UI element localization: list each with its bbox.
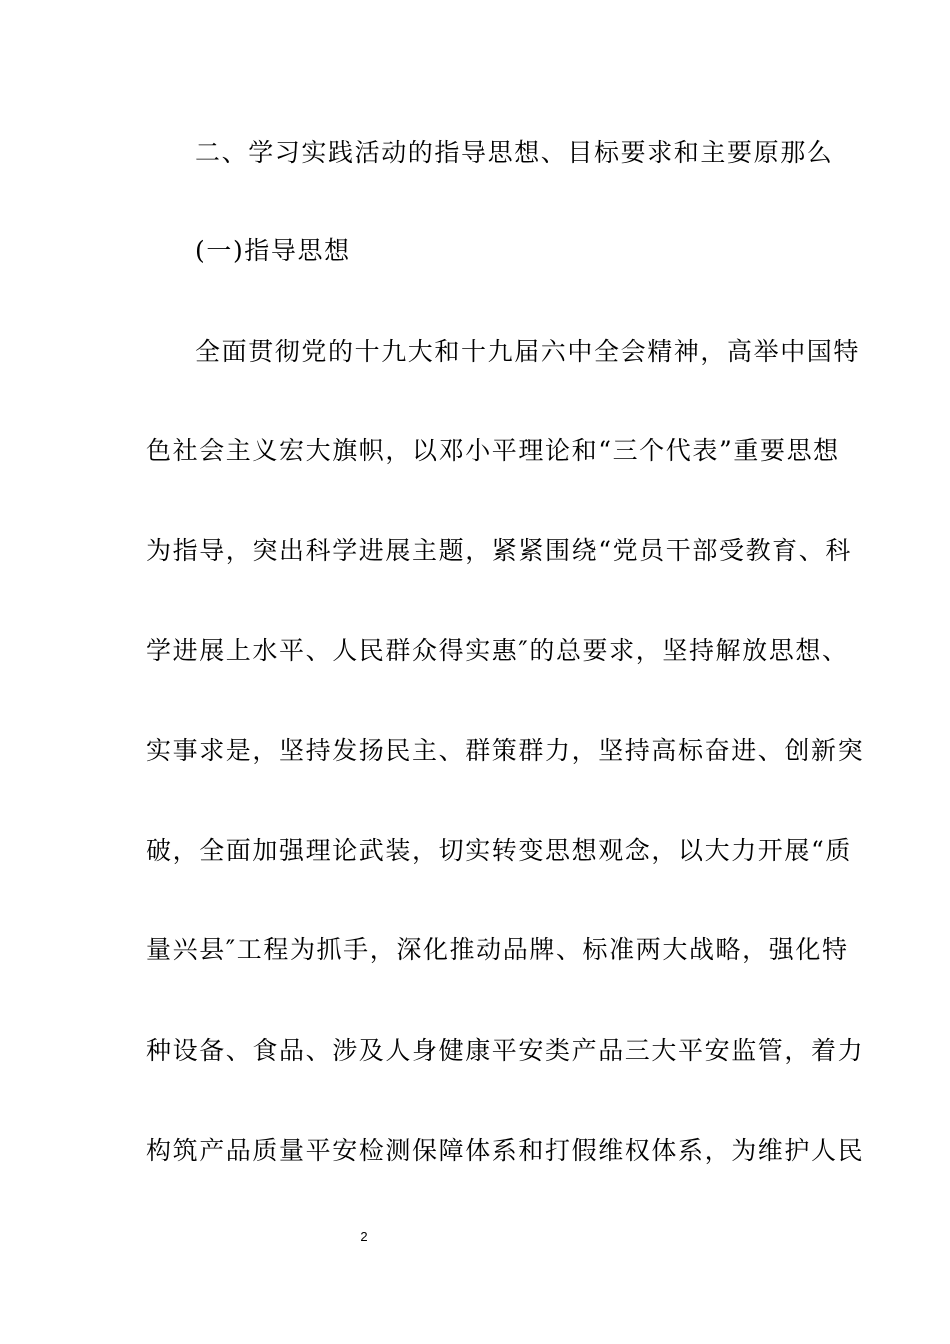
subsection-heading: (一)指导思想 <box>195 236 351 265</box>
section-heading: 二、学习实践活动的指导思想、目标要求和主要原那么 <box>195 138 834 167</box>
paragraph-line: 色社会主义宏大旗帜，以邓小平理论和“三个代表”重要思想 <box>146 436 840 465</box>
paragraph-line: 实事求是，坚持发扬民主、群策群力，坚持高标奋进、创新突 <box>146 736 865 765</box>
paragraph-line: 量兴县″工程为抓手，深化推动品牌、标准两大战略，强化特 <box>146 935 849 964</box>
paragraph-line: 为指导，突出科学进展主题，紧紧围绕“党员干部受教育、科 <box>146 536 852 565</box>
paragraph-line: 全面贯彻党的十九大和十九届六中全会精神，高举中国特 <box>195 337 861 366</box>
paragraph-line: 构筑产品质量平安检测保障体系和打假维权体系，为维护人民 <box>146 1136 865 1165</box>
paragraph-line: 破，全面加强理论武装，切实转变思想观念，以大力开展“质 <box>146 836 852 865</box>
paragraph-line: 学进展上水平、人民群众得实惠″的总要求，坚持解放思想、 <box>146 636 849 665</box>
page-number: 2 <box>360 1229 368 1244</box>
paragraph-line: 种设备、食品、涉及人身健康平安类产品三大平安监管，着力 <box>146 1036 865 1065</box>
